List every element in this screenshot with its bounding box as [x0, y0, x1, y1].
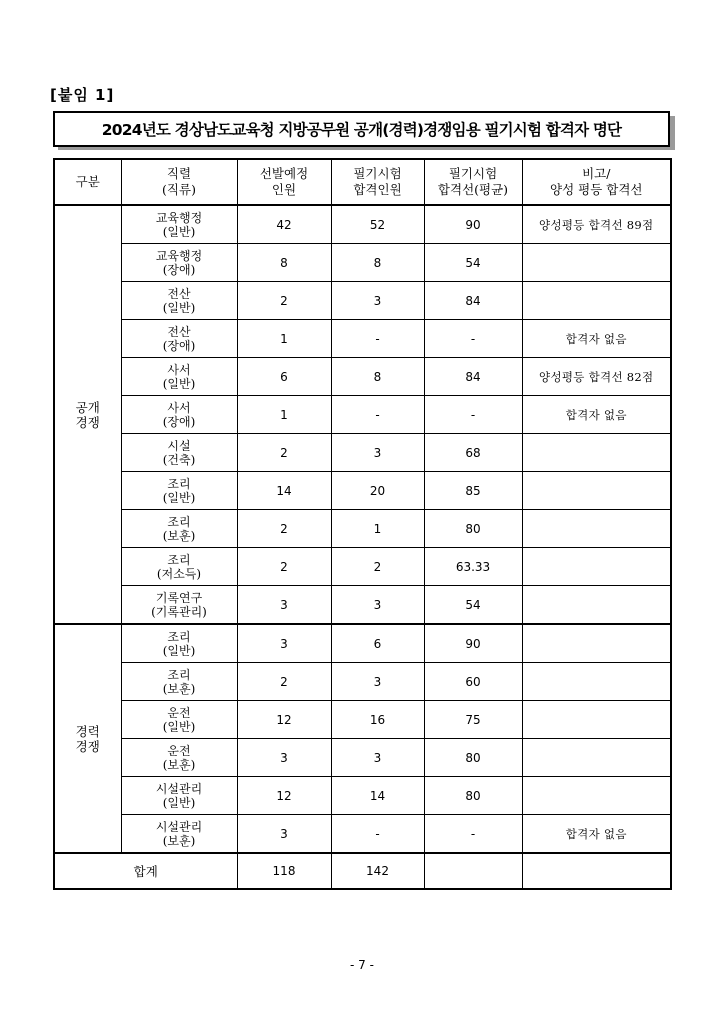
cell-line: (일반) [162, 719, 196, 734]
passed-cell: 3 [331, 282, 424, 320]
planned-cell: 14 [237, 472, 331, 510]
cutoff-cell: - [424, 396, 522, 434]
cell-line: 비고/ [582, 166, 611, 181]
cell-line: 교육행정 [155, 210, 203, 225]
cell-line: 전산 [167, 324, 191, 339]
cell-line: 필기시험 [353, 166, 402, 181]
cell-line: 운전 [167, 743, 191, 758]
table-row [54, 205, 671, 244]
passed-cell: - [331, 815, 424, 854]
cutoff-cell: 80 [424, 777, 522, 815]
table-row [54, 358, 671, 396]
planned-cell: 12 [237, 777, 331, 815]
note-cell: 합격자 없음 [522, 396, 671, 434]
header-passed [331, 159, 424, 205]
series-cell [121, 701, 237, 739]
table-row [54, 472, 671, 510]
note-cell [522, 472, 671, 510]
planned-cell: 3 [237, 586, 331, 625]
cell-line: 조리 [167, 629, 191, 644]
cutoff-cell: 84 [424, 282, 522, 320]
passed-cell: 6 [331, 624, 424, 663]
passed-cell: 20 [331, 472, 424, 510]
cell-line: 사서 [167, 362, 191, 377]
total-row [54, 853, 671, 889]
planned-cell: 12 [237, 701, 331, 739]
note-cell: 합격자 없음 [522, 320, 671, 358]
planned-cell: 3 [237, 815, 331, 854]
cell-line: 조리 [167, 476, 191, 491]
note-cell: 합격자 없음 [522, 815, 671, 854]
series-cell [121, 586, 237, 625]
total-note [522, 853, 671, 889]
cell-line: 경쟁 [75, 738, 100, 754]
series-cell [121, 739, 237, 777]
cell-line: 시설관리 [155, 781, 203, 796]
table-header [54, 159, 671, 205]
table-row [54, 510, 671, 548]
cell-line: (저소득) [156, 566, 202, 581]
passed-cell: 16 [331, 701, 424, 739]
cutoff-cell: 60 [424, 663, 522, 701]
series-cell [121, 624, 237, 663]
cell-line: 인원 [271, 182, 297, 197]
group-label [54, 205, 121, 624]
page-number: - 7 - [350, 958, 374, 972]
planned-cell: 6 [237, 358, 331, 396]
planned-cell: 2 [237, 510, 331, 548]
series-cell [121, 205, 237, 244]
cell-line: 합격선(평균) [437, 182, 509, 197]
series-cell [121, 472, 237, 510]
header-planned [237, 159, 331, 205]
cell-line: (일반) [162, 224, 196, 239]
series-cell [121, 510, 237, 548]
note-cell [522, 548, 671, 586]
planned-cell: 2 [237, 663, 331, 701]
note-cell [522, 624, 671, 663]
cutoff-cell: 80 [424, 739, 522, 777]
cell-line: (보훈) [162, 528, 196, 543]
note-cell [522, 510, 671, 548]
cutoff-cell: 68 [424, 434, 522, 472]
cell-line: 교육행정 [155, 248, 203, 263]
cell-line: (장애) [162, 262, 196, 277]
series-cell [121, 320, 237, 358]
cell-line: 구분 [75, 174, 100, 189]
cell-line: 조리 [167, 552, 191, 567]
cell-line: (장애) [162, 338, 196, 353]
cutoff-cell: 85 [424, 472, 522, 510]
cell-line: (보훈) [162, 681, 196, 696]
table-row [54, 663, 671, 701]
table-row [54, 244, 671, 282]
header-category [54, 159, 121, 205]
attachment-label: [붙임 1] [50, 86, 115, 104]
table-row [54, 586, 671, 625]
cell-line: 사서 [167, 400, 191, 415]
note-cell [522, 586, 671, 625]
cell-line: 직렬 [166, 166, 192, 181]
cell-line: 합격인원 [353, 182, 402, 197]
total-planned: 118 [237, 853, 331, 889]
note-cell [522, 434, 671, 472]
passed-cell: 8 [331, 358, 424, 396]
passed-cell: 1 [331, 510, 424, 548]
planned-cell: 1 [237, 396, 331, 434]
series-cell [121, 358, 237, 396]
cell-line: 선발예정 [259, 166, 309, 181]
note-cell: 양성평등 합격선 82점 [522, 358, 671, 396]
cell-line: (보훈) [162, 833, 196, 848]
passed-cell: 52 [331, 205, 424, 244]
cutoff-cell: 90 [424, 205, 522, 244]
cell-line: 전산 [167, 286, 191, 301]
cutoff-cell: 84 [424, 358, 522, 396]
cell-line: 경쟁 [75, 414, 100, 430]
total-label: 합계 [54, 853, 237, 889]
planned-cell: 3 [237, 739, 331, 777]
planned-cell: 8 [237, 244, 331, 282]
planned-cell: 3 [237, 624, 331, 663]
series-cell [121, 396, 237, 434]
note-cell [522, 777, 671, 815]
cell-line: (일반) [162, 795, 196, 810]
planned-cell: 2 [237, 434, 331, 472]
table-row [54, 739, 671, 777]
note-cell [522, 663, 671, 701]
note-cell: 양성평등 합격선 89점 [522, 205, 671, 244]
cell-line: 조리 [167, 514, 191, 529]
table-row [54, 624, 671, 663]
planned-cell: 1 [237, 320, 331, 358]
table-row [54, 320, 671, 358]
series-cell [121, 548, 237, 586]
cell-line: (일반) [162, 376, 196, 391]
series-cell [121, 815, 237, 854]
note-cell [522, 244, 671, 282]
pass-list-table [53, 158, 672, 890]
cell-line: 필기시험 [448, 166, 498, 181]
cell-line: (보훈) [162, 757, 196, 772]
cell-line: (직류) [162, 182, 196, 197]
passed-cell: 3 [331, 434, 424, 472]
note-cell [522, 701, 671, 739]
total-passed: 142 [331, 853, 424, 889]
table-row [54, 282, 671, 320]
cell-line: (건축) [162, 452, 196, 467]
series-cell [121, 663, 237, 701]
cell-line: 경력 [75, 723, 100, 739]
cell-line: 시설 [167, 438, 191, 453]
cutoff-cell: 80 [424, 510, 522, 548]
total-cutoff [424, 853, 522, 889]
header-series [121, 159, 237, 205]
cell-line: (기록관리) [151, 604, 207, 619]
cutoff-cell: - [424, 320, 522, 358]
passed-cell: 8 [331, 244, 424, 282]
passed-cell: 3 [331, 739, 424, 777]
series-cell [121, 244, 237, 282]
table-row [54, 396, 671, 434]
cell-line: (일반) [162, 643, 196, 658]
series-cell [121, 282, 237, 320]
series-cell [121, 777, 237, 815]
cutoff-cell: - [424, 815, 522, 854]
passed-cell: - [331, 396, 424, 434]
cell-line: (장애) [162, 414, 196, 429]
passed-cell: 3 [331, 663, 424, 701]
table-row [54, 548, 671, 586]
table-row [54, 701, 671, 739]
table-row [54, 815, 671, 854]
passed-cell: 3 [331, 586, 424, 625]
cell-line: 시설관리 [155, 819, 203, 834]
cell-line: 공개 [75, 399, 100, 415]
note-cell [522, 282, 671, 320]
cell-line: 운전 [167, 705, 191, 720]
cell-line: (일반) [162, 300, 196, 315]
header-cutoff [424, 159, 522, 205]
cell-line: 기록연구 [155, 590, 203, 605]
group-label [54, 624, 121, 853]
planned-cell: 42 [237, 205, 331, 244]
document-title: 2024년도 경상남도교육청 지방공무원 공개(경력)경쟁임용 필기시험 합격자 명단 [53, 111, 670, 147]
header-note [522, 159, 671, 205]
table-row [54, 434, 671, 472]
cell-line: 조리 [167, 667, 191, 682]
cutoff-cell: 90 [424, 624, 522, 663]
note-cell [522, 739, 671, 777]
passed-cell: 14 [331, 777, 424, 815]
cutoff-cell: 54 [424, 244, 522, 282]
passed-cell: - [331, 320, 424, 358]
passed-cell: 2 [331, 548, 424, 586]
cutoff-cell: 63.33 [424, 548, 522, 586]
cell-line: (일반) [162, 490, 196, 505]
planned-cell: 2 [237, 548, 331, 586]
cutoff-cell: 54 [424, 586, 522, 625]
cell-line: 양성 평등 합격선 [550, 182, 643, 197]
planned-cell: 2 [237, 282, 331, 320]
cutoff-cell: 75 [424, 701, 522, 739]
table-row [54, 777, 671, 815]
table-body [54, 205, 671, 889]
series-cell [121, 434, 237, 472]
